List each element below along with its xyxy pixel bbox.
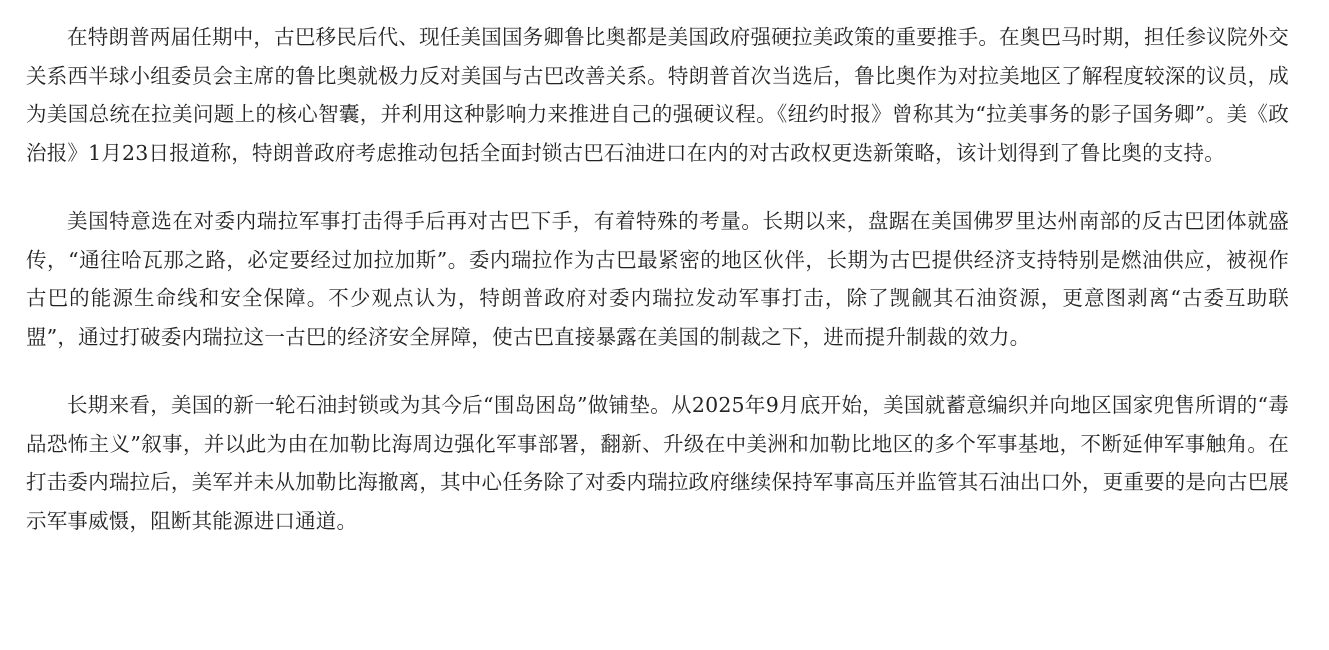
article-body [26,18,1289,540]
paragraph-2: 美国特意选在对委内瑞拉军事打击得手后再对古巴下手，有着特殊的考量。长期以来，盘踞在美国佛罗里达州南部的反古巴团体就盛传，“通往哈瓦那之路，必定要经过加拉加斯”。委内瑞拉作为古巴最紧密的地区伙伴，长期为古巴提供经济支持特别是燃油供应，被视作古巴的能源生命线和安全保障。不少观点认为，特朗普政府对委内瑞拉发动军事打击，除了觊觎其石油资源，更意图剥离“古委互助联盟”，通过打破委内瑞拉这一古巴的经济安全屏障，使古巴直接暴露在美国的制裁之下，进而提升制裁的效力。 [26,209,1289,349]
paragraph-1: 在特朗普两届任期中，古巴移民后代、现任美国国务卿鲁比奥都是美国政府强硬拉美政策的重要推手。在奥巴马时期，担任参议院外交关系西半球小组委员会主席的鲁比奥就极力反对美国与古巴改善关系。特朗普首次当选后，鲁比奥作为对拉美地区了解程度较深的议员，成为美国总统在拉美问题上的核心智囊，并利用这种影响力来推进自己的强硬议程。《纽约时报》曾称其为“拉美事务的影子国务卿”。美《政治报》1月23日报道称，特朗普政府考虑推动包括全面封锁古巴石油进口在内的对古政权更迭新策略，该计划得到了鲁比奥的支持。 [26,25,1289,165]
paragraph-3: 长期来看，美国的新一轮石油封锁或为其今后“围岛困岛”做铺垫。从2025年9月底开始，美国就蓄意编织并向地区国家兜售所谓的“毒品恐怖主义”叙事，并以此为由在加勒比海周边强化军事部署，翻新、升级在中美洲和加勒比地区的多个军事基地，不断延伸军事触角。在打击委内瑞拉后，美军并未从加勒比海撤离，其中心任务除了对委内瑞拉政府继续保持军事高压并监管其石油出口外，更重要的是向古巴展示军事威慑，阻断其能源进口通道。 [26,393,1289,533]
